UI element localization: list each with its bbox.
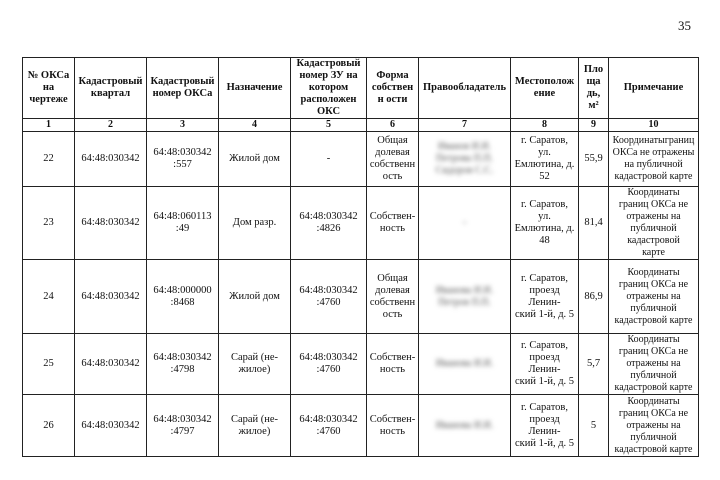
cell-oks-number: 24: [23, 260, 75, 334]
cell-oks-cadastral-number: 64:48:030342 :4797: [147, 395, 219, 457]
column-number: 9: [579, 119, 609, 132]
table-row: [23, 132, 699, 187]
column-number: 1: [23, 119, 75, 132]
cell-area: 5: [579, 395, 609, 457]
cell-oks-cadastral-number: 64:48:000000 :8468: [147, 260, 219, 334]
cell-rights-holder: [419, 260, 511, 334]
cell-oks-number: 26: [23, 395, 75, 457]
cell-ownership-form: Общая долевая собственн ость: [367, 132, 419, 187]
column-number: 7: [419, 119, 511, 132]
cell-ownership-form: Собствен- ность: [367, 187, 419, 260]
cell-rights-holder: [419, 187, 511, 260]
cell-note: Координаты границ ОКСа не отражены на публичной кадастровой карте: [609, 395, 699, 457]
column-number: 6: [367, 119, 419, 132]
header-purpose: Назначение: [219, 58, 291, 119]
column-number: 3: [147, 119, 219, 132]
table-row: [23, 334, 699, 395]
table-row: [23, 395, 699, 457]
header-cadastral-quarter: Кадастровый квартал: [75, 58, 147, 119]
header-rights-holder: Правообладатель: [419, 58, 511, 119]
table-row: [23, 260, 699, 334]
cell-land-plot-number: 64:48:030342 :4826: [291, 187, 367, 260]
column-number-row: [23, 119, 699, 132]
cell-land-plot-number: 64:48:030342 :4760: [291, 260, 367, 334]
cell-quarter: 64:48:030342: [75, 132, 147, 187]
column-number: 8: [511, 119, 579, 132]
table-row: [23, 187, 699, 260]
column-number: 4: [219, 119, 291, 132]
cell-oks-number: 25: [23, 334, 75, 395]
cell-area: 5,7: [579, 334, 609, 395]
cell-location: г. Саратов, ул. Емлютина, д. 48: [511, 187, 579, 260]
cell-purpose: Жилой дом: [219, 260, 291, 334]
page-number: 35: [678, 18, 691, 33]
cell-area: 86,9: [579, 260, 609, 334]
cell-quarter: 64:48:030342: [75, 260, 147, 334]
cell-ownership-form: Общая долевая собственн ость: [367, 260, 419, 334]
cell-oks-cadastral-number: 64:48:030342 :557: [147, 132, 219, 187]
redacted-owner: Иванов И.И. Петрова П.П. Сидоров С.С.: [435, 141, 494, 176]
cell-ownership-form: Собствен- ность: [367, 334, 419, 395]
cell-location: г. Саратов, проезд Ленин- ский 1-й, д. 5: [511, 395, 579, 457]
cell-oks-cadastral-number: 64:48:060113 :49: [147, 187, 219, 260]
redacted-owner: Иванова И.И.: [435, 419, 494, 431]
cell-oks-number: 22: [23, 132, 75, 187]
header-note: Примечание: [609, 58, 699, 119]
cell-land-plot-number: 64:48:030342 :4760: [291, 395, 367, 457]
header-oks-cadastral-number: Кадастровый номер ОКСа: [147, 58, 219, 119]
redacted-owner: Иванова И.И.: [435, 358, 494, 369]
header-row: [23, 58, 699, 119]
column-number: 10: [609, 119, 699, 132]
cell-oks-cadastral-number: 64:48:030342 :4798: [147, 334, 219, 395]
cell-area: 81,4: [579, 187, 609, 260]
header-location: Местополож ение: [511, 58, 579, 119]
cell-location: г. Саратов, ул. Емлютина, д. 52: [511, 132, 579, 187]
column-number: 5: [291, 119, 367, 132]
cell-note: Координаты границ ОКСа не отражены на публичной кадастровой карте: [609, 187, 699, 260]
cell-quarter: 64:48:030342: [75, 187, 147, 260]
cell-note: Координаты границ ОКСа не отражены на публичной кадастровой карте: [609, 260, 699, 334]
cell-note: Координаты границ ОКСа не отражены на публичной кадастровой карте: [609, 334, 699, 395]
cell-purpose: Сарай (не- жилое): [219, 334, 291, 395]
redacted-owner: -: [462, 217, 467, 228]
header-area: Площа дь, м²: [579, 58, 609, 119]
cell-location: г. Саратов, проезд Ленин- ский 1-й, д. 5: [511, 334, 579, 395]
cell-rights-holder: [419, 334, 511, 395]
cadastral-table: [22, 57, 699, 457]
cell-purpose: Дом разр.: [219, 187, 291, 260]
cell-ownership-form: Собствен- ность: [367, 395, 419, 457]
column-number: 2: [75, 119, 147, 132]
cell-rights-holder: [419, 395, 511, 457]
cell-land-plot-number: 64:48:030342 :4760: [291, 334, 367, 395]
cell-note: Координатыграниц ОКСа не отражены на публичной кадастровой карте: [609, 132, 699, 187]
cell-quarter: 64:48:030342: [75, 334, 147, 395]
cell-area: 55,9: [579, 132, 609, 187]
cell-land-plot-number: -: [291, 132, 367, 187]
cell-location: г. Саратов, проезд Ленин- ский 1-й, д. 5: [511, 260, 579, 334]
cell-purpose: Сарай (не- жилое): [219, 395, 291, 457]
cell-rights-holder: [419, 132, 511, 187]
cell-oks-number: 23: [23, 187, 75, 260]
header-land-plot-number: Кадастровый номер ЗУ на котором расположен ОКС: [291, 58, 367, 119]
redacted-owner: Иванова И.И. Петров П.П.: [435, 284, 494, 308]
cell-quarter: 64:48:030342: [75, 395, 147, 457]
header-oks-drawing-number: № ОКСа на чертеже: [23, 58, 75, 119]
cell-purpose: Жилой дом: [219, 132, 291, 187]
header-ownership-form: Форма собственн ости: [367, 58, 419, 119]
